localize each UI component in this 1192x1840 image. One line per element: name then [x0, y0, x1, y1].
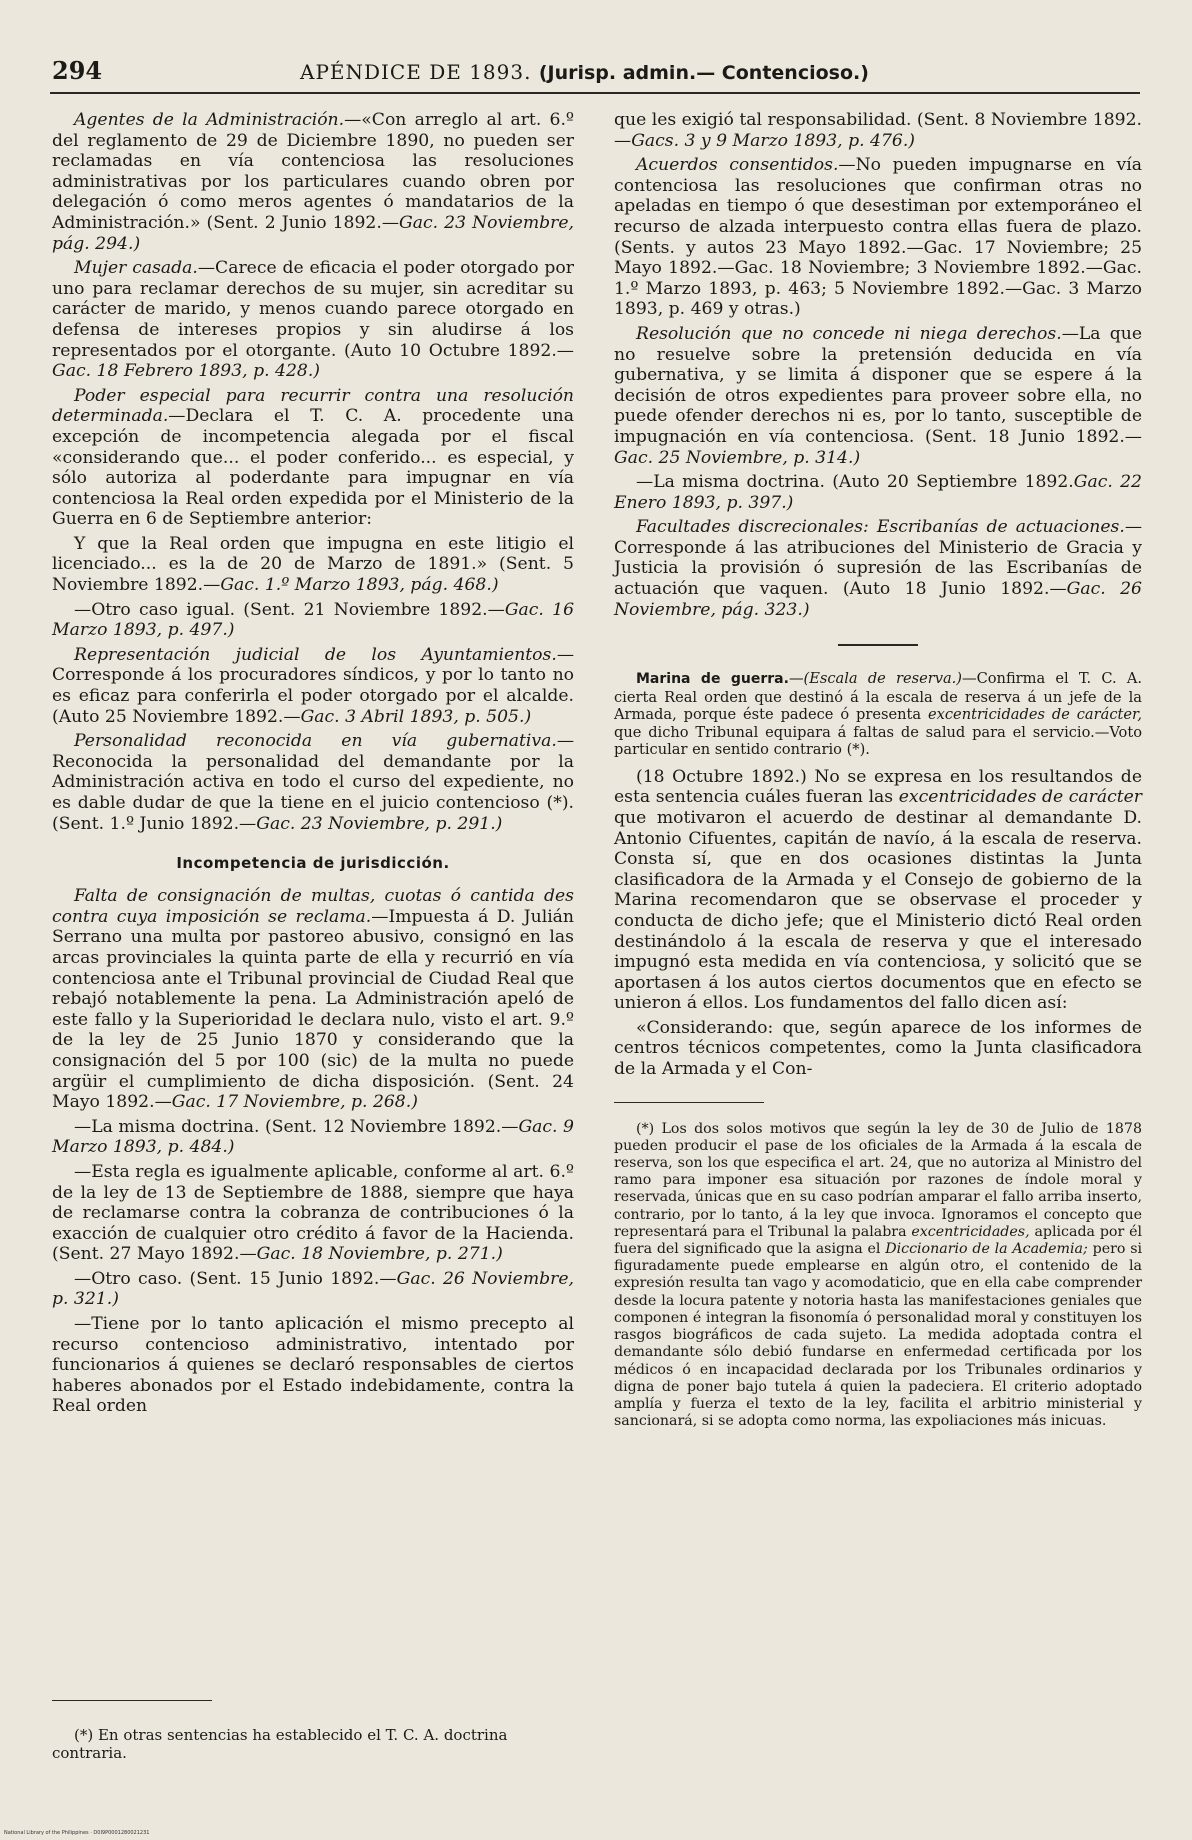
section-divider: [838, 644, 918, 646]
entry-citation: Gac. 26 Noviembre, pág. 323.): [614, 579, 1142, 620]
entry-body: (18 Octubre 1892.) No se expresa en los resultandos de esta sentencia cuáles fueran las: [614, 766, 1142, 808]
entry-body: —La misma doctrina. (Sent. 12 Noviembre 1892.—: [74, 1116, 519, 1137]
entry-body: —Corresponde á los procuradores síndicos, y por lo tanto no es eficaz para conferirla el poder otorgado por el alcalde. (Auto 25 Noviembre 1892.—: [52, 644, 574, 727]
entry-considerando: [614, 1018, 1142, 1080]
entry-body: —La misma doctrina. (Auto 20 Septiembre 1892.: [636, 472, 1074, 493]
entry-tiene-aplicacion: [52, 1314, 574, 1417]
entry-body: —Impuesta á D. Julián Serrano una multa por pastoreo abusivo, consignó en las arcas provinciales la quinta parte de ella y recurrió en vía contenciosa ante el Tribunal provincial de Ciudad Real que rebajó notablemente la pena. La Administración apeló de este fallo y la Superioridad le declara nulo, visto el art. 9.º de la ley de 25 Junio 1870 y considerando que la consignación del 5 por 100 (sic) de la multa no puede argüir el cumplimiento de dicha disposición. (Sent. 24 Mayo 1892.—: [52, 906, 575, 1113]
entry-otro-caso-igual: [52, 600, 574, 641]
page-number: 294: [52, 56, 103, 85]
entry-citation: Gac. 23 Noviembre, pág. 294.): [52, 212, 575, 254]
entry-body: —Reconocida la personalidad del demandante por la Administración activa en todo el curso del expediente, no es dable dudar de que la tiene en el juicio contencioso (*). (Sent. 1.º Junio 1892.—: [52, 731, 574, 834]
entry-body: que dicho Tribunal equipara á faltas de salud para el servicio.—Voto particular en sentido contrario (*).: [614, 723, 1142, 759]
entry-citation: Gac. 18 Febrero 1893, p. 428.): [52, 361, 321, 382]
entry-body: —Otro caso igual. (Sent. 21 Noviembre 1892.—: [74, 599, 505, 620]
entry-citation: Gac. 25 Noviembre, p. 314.): [614, 447, 861, 468]
footnote-part: (*) Los dos solos motivos que según la ley de 30 de Julio de 1878 pueden producir el pase de los oficiales de la Armada á la escala de reserva, son los que especifica el art. 24, que no autoriza al Ministro del ramo para imponer esa situación por razones de índole moral y reservada, únicas que en su caso podrían amparar el fallo arriba inserto, contrario, por lo tanto, á la ley que invoca. Ignoramos el concepto que representará para el Tribunal la palabra: [614, 1120, 1142, 1240]
entry-title: Falta de consignación de multas, cuotas ó cantida des contra cuya imposición se reclama.: [52, 886, 574, 927]
entry-body: —Tiene por lo tanto aplicación el mismo precepto al recurso contencioso administrativo, intentado por funcionarios á quienes se declaró responsables de ciertos haberes abonados por el Estado indebidamente, contra la Real orden: [52, 1314, 574, 1417]
footnote-left: [52, 1726, 574, 1766]
entry-citation: Gac. 17 Noviembre, p. 268.): [171, 1092, 418, 1113]
entry-title: Poder especial para recurrir contra una resolución determinada.: [52, 385, 574, 427]
entry-title: Representación judicial de los Ayuntamientos.: [74, 644, 557, 665]
entry-title: Marina de guerra.: [636, 671, 789, 688]
entry-body: —Esta regla es igualmente aplicable, conforme al art. 6.º de la ley de 13 de Septiembre de 1888, siempre que haya de reclamarse contra la cobranza de contribuciones ó la exacción de cualquier otro crédito á favor de la Hacienda. (Sent. 27 Mayo 1892.—: [52, 1161, 574, 1265]
entry-marina-text: [614, 767, 1142, 1014]
footnote-text: [614, 1121, 1142, 1431]
footnote-rule-right: [614, 1102, 764, 1103]
entry-body: —Carece de eficacia el poder otorgado por uno para reclamar derechos de su mujer, sin acreditar su carácter de marido, y menos cuando parece otorgado en defensa de intereses propios y sin aludirse á los representados por el otorgante. (Auto 10 Octubre 1892.—: [52, 258, 574, 361]
entry-citation: Gac. 1.º Marzo 1893, pág. 468.): [220, 575, 499, 596]
entry-resolucion: [614, 324, 1142, 468]
footnote-right: [614, 1121, 1142, 1431]
entry-acuerdos-consentidos: [614, 155, 1142, 320]
entry-citation: Gac. 9 Marzo 1893, p. 484.): [52, 1116, 574, 1158]
entry-title: Resolución que no concede ni niega derechos.: [636, 323, 1062, 344]
footnote-part: aplicada por él fuera del significado que la asigna el: [614, 1223, 1143, 1258]
entry-title: Agentes de la Administración.: [74, 110, 345, 130]
entry-citation: Gac. 16 Marzo 1893, p. 497.): [52, 599, 575, 641]
entry-italic: excentricidades de carácter,: [928, 706, 1142, 724]
entry-marina-summary: [614, 670, 1142, 759]
entry-body: —Confirma el T. C. A. cierta Real orden que destinó á la escala de reserva á un jefe de la Armada, porque éste padece ó presenta: [614, 670, 1142, 724]
entry-body: —Otro caso. (Sent. 15 Junio 1892.—: [74, 1268, 397, 1289]
footnote-text: (*) En otras sentencias ha establecido el T. C. A. doctrina contraria.: [52, 1726, 508, 1762]
entry-citation: Gac. 26 Noviembre, p. 321.): [52, 1268, 575, 1310]
entry-personalidad: [52, 731, 574, 834]
entry-representacion: [52, 645, 574, 727]
entry-falta-consignacion: [52, 886, 574, 1113]
entry-mujer-casada: [52, 258, 574, 382]
footnote-rule: [52, 1700, 212, 1701]
entry-italic: excentricidades de carácter: [898, 787, 1143, 808]
page-header: [50, 52, 1140, 94]
left-column: [52, 110, 574, 1421]
entry-otro-caso: [52, 1269, 574, 1310]
footnote-italic: excentricidades,: [911, 1223, 1030, 1240]
right-column: [614, 110, 1142, 1434]
entry-title: Personalidad reconocida en vía gubernativa.: [74, 731, 557, 752]
entry-citation: Gac. 18 Noviembre, p. 271.): [256, 1244, 503, 1265]
scan-credit: National Library of the Philippines · D0I9P0001280021231: [4, 1830, 150, 1836]
entry-misma-doctrina-r: [614, 472, 1142, 513]
entry-body: —La que no resuelve sobre la pretensión deducida en vía gubernativa, y se limita á disponer que se espere á la decisión de otros expedientes para proveer sobre ella, no puede ofender derechos ni es, por lo tanto, susceptible de impugnación en vía contenciosa. (Sent. 18 Junio 1892.—: [614, 323, 1142, 447]
footnote-italic: Diccionario de la Academia;: [885, 1241, 1088, 1258]
entry-body: —Declara el T. C. A. procedente una excepción de incompetencia alegada por el fiscal «considerando que... el poder conferido... es especial, y sólo autoriza al poderdante para impugnar en vía contenciosa la Real orden expedida por el Ministerio de la Guerra en 6 de Septiembre anterior:: [52, 406, 574, 530]
entry-body: —Corresponde á las atribuciones del Ministerio de Gracia y Justicia la provisión ó supresión de las Escribanías de actuación que vaquen. (Auto 18 Junio 1892.—: [614, 517, 1142, 600]
entry-regla-aplicable: [52, 1162, 574, 1265]
entry-continuation: [614, 110, 1142, 151]
section-heading-incompetencia: Incompetencia de jurisdicción.: [176, 854, 450, 873]
entry-body: que les exigió tal responsabilidad. (Sent. 8 Noviembre 1892.—: [614, 110, 1142, 151]
entry-body: «Considerando: que, según aparece de los informes de centros técnicos competentes, como la Junta clasificadora de la Armada y el Con-: [614, 1017, 1142, 1080]
entry-misma-doctrina: [52, 1117, 574, 1158]
footnote-part: pero si figuradamente puede emplearse en algún otro, el contenido de la expresión resulta tan vago y acomodaticio, que en ella cabe comprender desde la locura patente y notoria hasta las manifestaciones geniales que componen é integran la fisonomía ó personalidad moral y constituyen los rasgos biográficos de cada sujeto. La medida adoptada contra el demandante sólo debió fundarse en enfermedad certificada por los médicos ó en incapacidad declarada por los Tribunales ordinarios y digna de poner bajo tutela á quien la padeciera. El criterio adoptado amplía y fuerza el texto de la ley, facilita el arbitrio ministerial y sancionará, si se adopta como norma, las expoliaciones más inicuas.: [614, 1241, 1143, 1430]
entry-body: Y que la Real orden que impugna en este litigio el licenciado... es la de 20 de Marzo de 1891.» (Sent. 5 Noviembre 1892.—: [52, 533, 574, 596]
entry-citation: Gac. 23 Noviembre, p. 291.): [256, 813, 503, 834]
entry-title: Facultades discrecionales: Escribanías de actuaciones.: [636, 517, 1125, 538]
entry-citation: Gac. 22 Enero 1893, p. 397.): [614, 472, 1142, 513]
entry-title: Mujer casada.: [74, 258, 198, 279]
entry-citation: Gac. 3 Abril 1893, p. 505.): [300, 706, 532, 727]
running-head: [300, 60, 869, 84]
entry-poder-especial-cont: [52, 534, 574, 596]
entry-body: —«Con arreglo al art. 6.º del reglamento de 29 de Diciembre 1890, no pueden ser reclamadas en vía contenciosa las resoluciones administrativas por los particulares cuando obren por delegación ó como meros agentes ó mandatarios de la Administración.» (Sent. 2 Junio 1892.—: [52, 110, 574, 233]
running-head-title: APÉNDICE DE 1893.: [300, 60, 532, 84]
entry-facultades: [614, 517, 1142, 620]
entry-poder-especial: [52, 386, 574, 530]
entry-agentes: [52, 110, 574, 254]
entry-title: Acuerdos consentidos.: [636, 155, 839, 176]
entry-citation: Gacs. 3 y 9 Marzo 1893, p. 476.): [631, 130, 916, 151]
entry-body: que motivaron el acuerdo de destinar al demandante D. Antonio Cifuentes, capitán de navío, á la escala de reserva. Consta sí, que en dos ocasiones distintas la Junta clasificadora de la Armada y el Consejo de gobierno de la Marina recomendaron que se observase el proceder y conducta de dicho jefe; que el Ministerio dictó Real orden destinándolo á la escala de reserva y que el interesado impugnó esta medida en vía contenciosa, y solicitó que se aportasen á los autos ciertos documentos que en efecto se unieron á ellos. Los fundamentos del fallo dicen así:: [614, 807, 1142, 1014]
running-head-section: (Jurisp. admin.— Contencioso.): [538, 62, 869, 84]
entry-subtitle: —(Escala de reserva.): [788, 670, 962, 688]
entry-body: —No pueden impugnarse en vía contenciosa las resoluciones que confirman otras no apeladas en tiempo ó que desestiman por extemporáneo el recurso de alzada interpuesto contra ellas fuera de plazo. (Sents. y autos 23 Mayo 1892.—Gac. 17 Noviembre; 25 Mayo 1892.—Gac. 18 Noviembre; 3 Noviembre 1892.—Gac. 1.º Marzo 1893, p. 463; 5 Noviembre 1892.—Gac. 3 Marzo 1893, p. 469 y otras.): [614, 155, 1142, 320]
